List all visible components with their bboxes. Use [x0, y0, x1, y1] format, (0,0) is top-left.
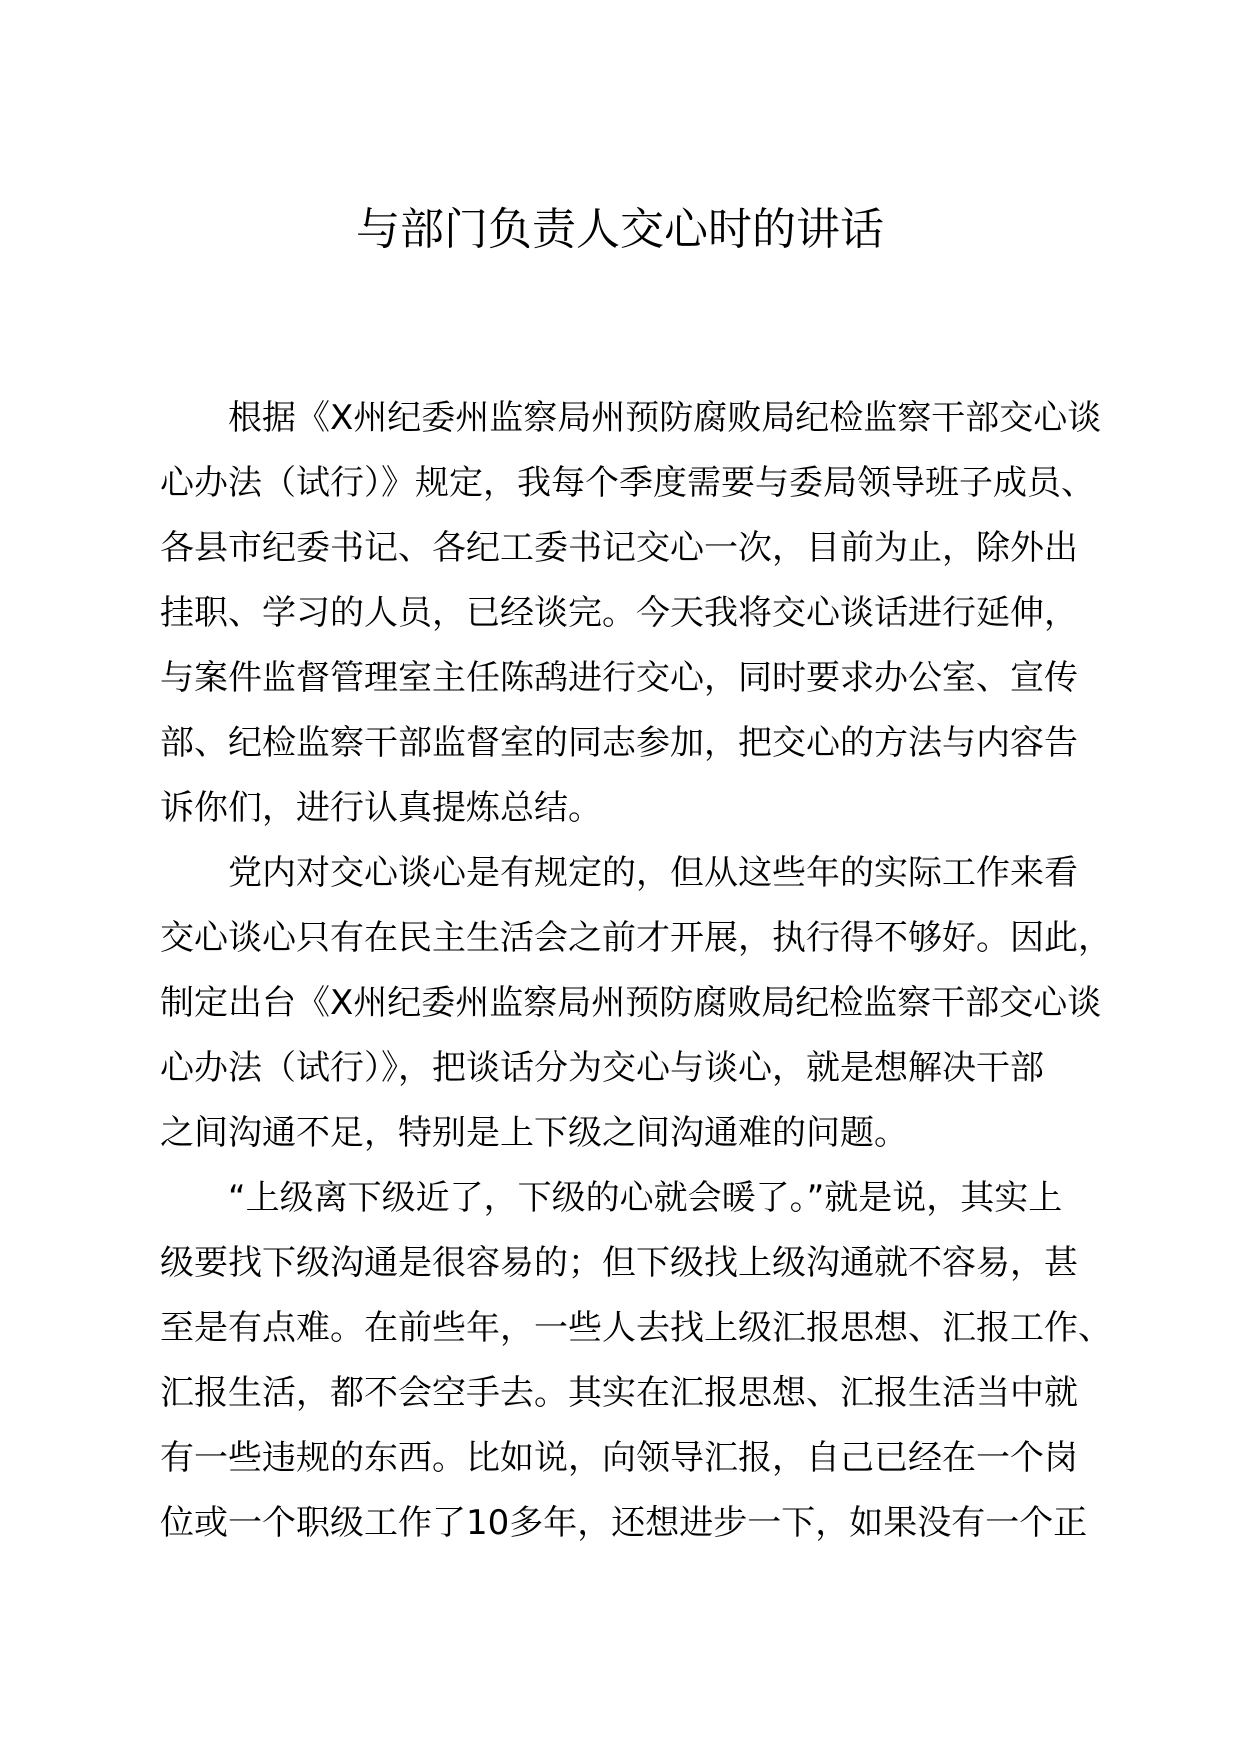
text-line: 汇报生活，都不会空手去。其实在汇报思想、汇报生活当中就	[160, 1373, 1078, 1413]
text-line: 心办法（试行）》，把谈话分为交心与谈心，就是想解决干部	[160, 1048, 1044, 1088]
text-line: 心办法（试行）》规定，我每个季度需要与委局领导班子成员、	[160, 463, 1095, 503]
text-line: 级要找下级沟通是很容易的；但下级找上级沟通就不容易，甚	[160, 1243, 1078, 1283]
text-line: 挂职、学习的人员，已经谈完。今天我将交心谈话进行延伸，	[160, 593, 1078, 633]
text-line: “上级离下级近了，下级的心就会暖了。”就是说，其实上	[228, 1178, 1063, 1218]
text-line: 制定出台《X州纪委州监察局州预防腐败局纪检监察干部交心谈	[160, 983, 1102, 1023]
text-line: 之间沟通不足，特别是上下级之间沟通难的问题。	[160, 1113, 908, 1153]
paragraph-1	[160, 386, 1100, 841]
text-line: 有一些违规的东西。比如说，向领导汇报，自己已经在一个岗	[160, 1438, 1078, 1478]
text-line: 各县市纪委书记、各纪工委书记交心一次，目前为止，除外出	[160, 528, 1078, 568]
document-body	[160, 386, 1112, 1556]
text-line: 与案件监督管理室主任陈鸹进行交心，同时要求办公室、宣传	[160, 658, 1078, 698]
paragraph-2	[160, 841, 1112, 1166]
text-line: 部、纪检监察干部监督室的同志参加，把交心的方法与内容告	[160, 723, 1078, 763]
text-line: 党内对交心谈心是有规定的，但从这些年的实际工作来看	[228, 853, 1078, 893]
text-line: 交心谈心只有在民主生活会之前才开展，执行得不够好。因此，	[160, 918, 1112, 958]
paragraph-3	[160, 1166, 1112, 1556]
document-title: 与部门负责人交心时的讲话	[356, 204, 884, 255]
text-line: 位或一个职级工作了10多年，还想进步一下，如果没有一个正	[160, 1503, 1088, 1543]
text-line: 诉你们，进行认真提炼总结。	[160, 788, 602, 828]
text-line: 至是有点难。在前些年，一些人去找上级汇报思想、汇报工作、	[160, 1308, 1112, 1348]
text-line: 根据《X州纪委州监察局州预防腐败局纪检监察干部交心谈	[228, 398, 1102, 438]
